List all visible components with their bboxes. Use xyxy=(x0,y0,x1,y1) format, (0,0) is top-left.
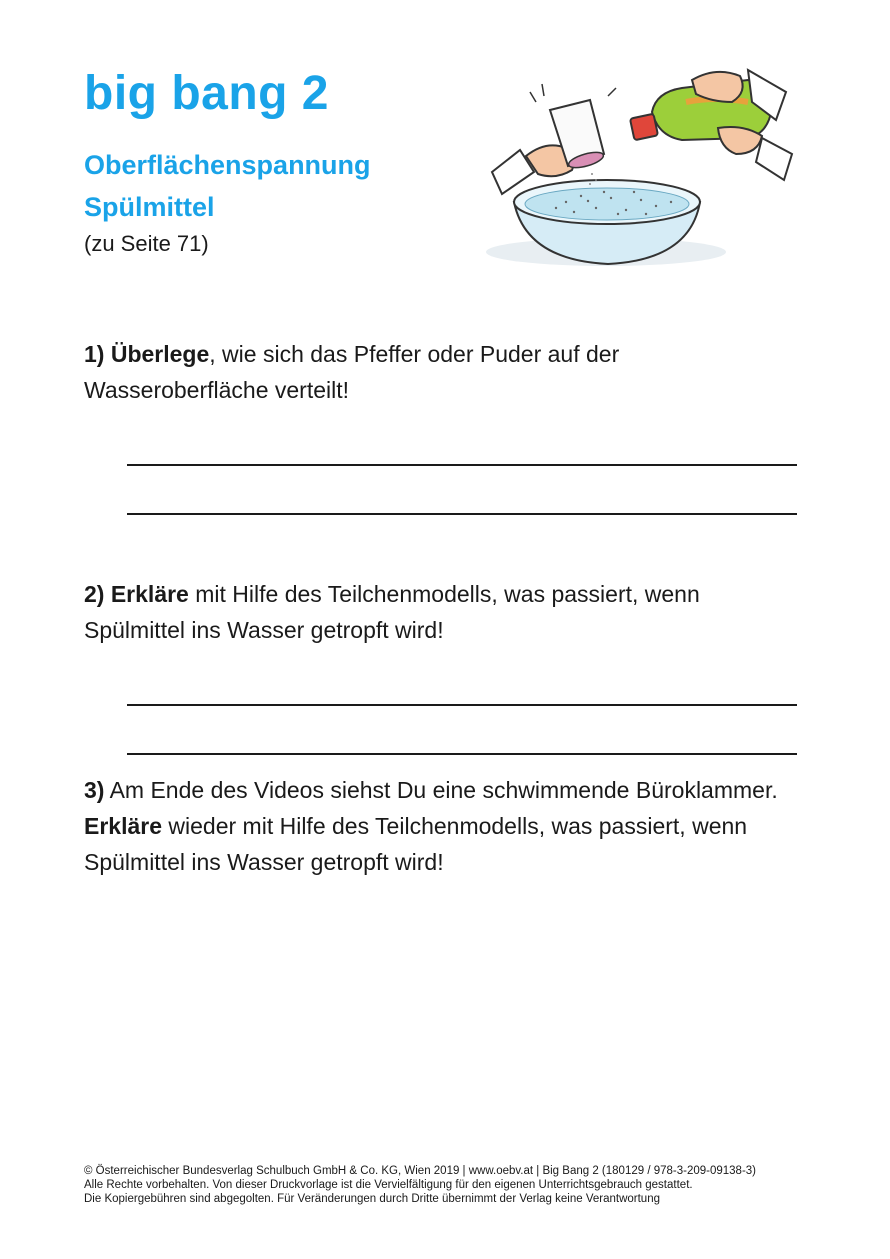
task-2-number: 2) xyxy=(84,581,105,607)
topic-title: Oberflächenspannung xyxy=(84,150,371,180)
task-3-text-a: Am Ende des Videos siehst Du eine schwimmende Büroklammer. xyxy=(104,777,778,803)
task-3-text-b: wieder mit Hilfe des Teilchenmodells, was passiert, wenn Spülmittel ins Wasser getropft wird! xyxy=(84,813,748,875)
experiment-illustration-icon xyxy=(486,62,806,280)
answer-line[interactable] xyxy=(127,464,797,466)
task-1 xyxy=(84,336,804,408)
task-3 xyxy=(84,772,804,880)
footer-line-2: Alle Rechte vorbehalten. Von dieser Druckvorlage ist die Vervielfältigung für den eigenen Unterrichtsgebrauch gestattet. xyxy=(84,1179,693,1191)
task-2-text: mit Hilfe des Teilchenmodells, was passiert, wenn Spülmittel ins Wasser getropft wird! xyxy=(84,581,700,643)
task-3-verb: Erkläre xyxy=(84,813,163,839)
page-reference: (zu Seite 71) xyxy=(84,231,209,256)
copyright-footer xyxy=(84,1164,844,1206)
task-1-text: , wie sich das Pfeffer oder Puder auf der Wasseroberfläche verteilt! xyxy=(84,341,620,403)
task-1-verb: Überlege xyxy=(110,341,210,367)
task-2-verb: Erkläre xyxy=(110,581,189,607)
task-2 xyxy=(84,576,804,648)
answer-line[interactable] xyxy=(127,704,797,706)
task-1-number: 1) xyxy=(84,341,105,367)
answer-line[interactable] xyxy=(127,753,797,755)
brand-title: big bang 2 xyxy=(84,67,329,120)
answer-line[interactable] xyxy=(127,513,797,515)
footer-line-3: Die Kopiergebühren sind abgegolten. Für Veränderungen durch Dritte übernimmt der Verlag keine Verantwortung xyxy=(84,1193,660,1205)
footer-line-1: © Österreichischer Bundesverlag Schulbuch GmbH & Co. KG, Wien 2019 | www.oebv.at | Big Bang 2 (180129 / 978-3-209-09138-3) xyxy=(84,1165,757,1177)
subtopic-title: Spülmittel xyxy=(84,192,215,222)
task-3-number: 3) xyxy=(84,777,105,803)
